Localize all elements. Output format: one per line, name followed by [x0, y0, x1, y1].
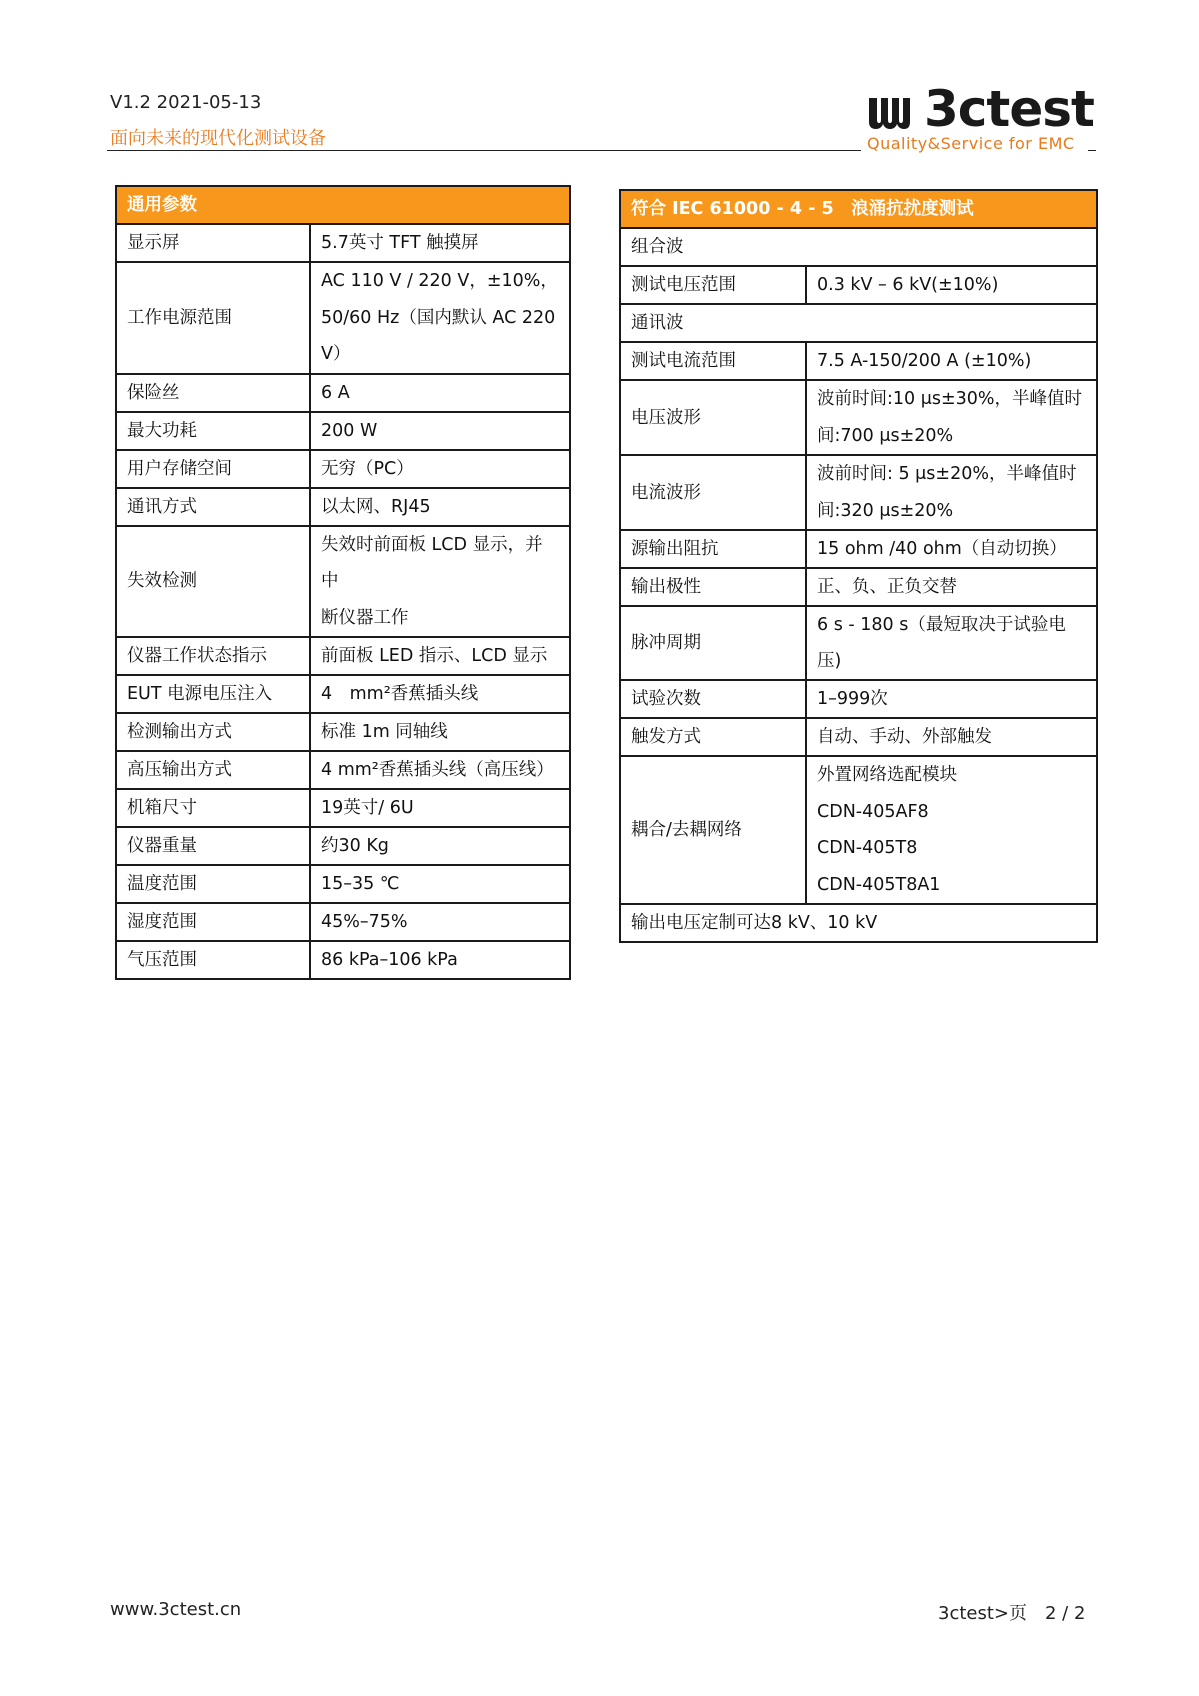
row-value-line: 无穷（PC）: [321, 458, 414, 479]
row-value-line: 6 s - 180 s（最短取决于试验电压): [817, 615, 1066, 671]
row-value: [310, 789, 570, 827]
row-value-line: CDN-405T8A1: [817, 874, 941, 895]
table-row: [116, 412, 570, 450]
table-row: [116, 488, 570, 526]
row-value: [806, 718, 1097, 756]
row-label: 湿度范围: [116, 903, 310, 941]
row-label: 测试电压范围: [620, 266, 806, 304]
row-label: 仪器工作状态指示: [116, 637, 310, 675]
row-value: [310, 224, 570, 262]
row-value-line: 约30 Kg: [321, 836, 389, 856]
row-value: [806, 380, 1097, 455]
row-label: 耦合/去耦网络: [620, 756, 806, 904]
row-value: [310, 374, 570, 412]
row-label: 保险丝: [116, 374, 310, 412]
row-value: [806, 568, 1097, 606]
row-value: 0.3 kV – 6 kV(±10%): [806, 266, 1097, 304]
general-table-title: 通用参数: [116, 186, 570, 224]
row-label: 电流波形: [620, 455, 806, 530]
row-label: 机箱尺寸: [116, 789, 310, 827]
row-value-line: 正、负、正负交替: [817, 577, 957, 597]
row-value: [310, 412, 570, 450]
table-row: [116, 713, 570, 751]
table-row: [620, 756, 1097, 904]
row-label: 通讯方式: [116, 488, 310, 526]
table-row: [116, 450, 570, 488]
row-value: [310, 827, 570, 865]
row-value-line: 自动、手动、外部触发: [817, 727, 992, 747]
row-value-line: 间:320 μs±20%: [817, 500, 954, 521]
row-label: EUT 电源电压注入: [116, 675, 310, 713]
table-row: [116, 637, 570, 675]
table-row: [116, 903, 570, 941]
row-label: 触发方式: [620, 718, 806, 756]
footer-website: www.3ctest.cn: [110, 1599, 242, 1620]
table-row: [116, 941, 570, 979]
row-value-line: 86 kPa–106 kPa: [321, 950, 458, 970]
section-row: [620, 228, 1097, 266]
row-value-line: 15 ohm /40 ohm（自动切换）: [817, 539, 1067, 559]
table-row: [116, 675, 570, 713]
row-label: 温度范围: [116, 865, 310, 903]
row-value: [806, 530, 1097, 568]
row-value: [310, 675, 570, 713]
row-label: 最大功耗: [116, 412, 310, 450]
row-label: 检测输出方式: [116, 713, 310, 751]
row-value-line: 断仪器工作: [321, 607, 409, 628]
footer-page-number: 3ctest>页 2 / 2: [938, 1603, 1086, 1624]
row-value: [310, 751, 570, 789]
row-value-line: 标准 1m 同轴线: [321, 722, 448, 742]
row-value-line: CDN-405T8: [817, 838, 918, 858]
row-label: 气压范围: [116, 941, 310, 979]
row-value-line: 波前时间: 5 μs±20%，半峰值时: [817, 464, 1077, 484]
row-label: 电压波形: [620, 380, 806, 455]
row-value-line: 6 A: [321, 382, 350, 403]
row-value-line: 5.7英寸 TFT 触摸屏: [321, 233, 479, 253]
table-row: [116, 374, 570, 412]
table-row: [620, 530, 1097, 568]
row-value-line: 以太网、RJ45: [321, 496, 431, 517]
row-value: [310, 526, 570, 638]
document-version: V1.2 2021-05-13: [110, 92, 262, 113]
table-row: [116, 224, 570, 262]
table-row: [620, 606, 1097, 680]
table-row: [620, 342, 1097, 380]
logo-tagline: Quality&Service for EMC: [867, 134, 1075, 153]
logo-mark-icon: [866, 92, 912, 132]
row-value: [806, 455, 1097, 530]
row-value-line: 前面板 LED 指示、LCD 显示: [321, 646, 548, 666]
row-label: 脉冲周期: [620, 606, 806, 680]
row-value-line: 4 mm²香蕉插头线（高压线）: [321, 760, 554, 780]
table-row: [116, 789, 570, 827]
row-value-line: 15–35 ℃: [321, 874, 400, 894]
row-value: [806, 756, 1097, 904]
row-value-line: 19英寸/ 6U: [321, 798, 414, 818]
company-slogan: 面向未来的现代化测试设备: [110, 128, 326, 149]
row-value-line: 波前时间:10 μs±30%，半峰值时: [817, 389, 1083, 409]
table-row: [620, 455, 1097, 530]
row-value-line: AC 110 V / 220 V，±10%，: [321, 271, 558, 291]
table-row: [620, 266, 1097, 304]
table-footer-row: [620, 904, 1097, 942]
row-label: 测试电流范围: [620, 342, 806, 380]
table-header-row: [620, 190, 1097, 228]
surge-table-title: 符合 IEC 61000 - 4 - 5 浪涌抗扰度测试: [620, 190, 1097, 228]
row-value: [310, 262, 570, 374]
row-value: [310, 488, 570, 526]
logo-wordmark: 3ctest: [924, 80, 1094, 138]
row-value: [310, 713, 570, 751]
row-label: 高压输出方式: [116, 751, 310, 789]
row-label: 输出极性: [620, 568, 806, 606]
section-communication-wave: 通讯波: [620, 304, 1097, 342]
table-row: [620, 568, 1097, 606]
row-value: [310, 637, 570, 675]
row-value-line: 间:700 μs±20%: [817, 425, 954, 446]
row-value-line: 1–999次: [817, 689, 888, 709]
row-label: 工作电源范围: [116, 262, 310, 374]
header-divider: [107, 150, 861, 151]
row-value: [310, 941, 570, 979]
surge-immunity-table: [619, 189, 1098, 943]
table-row: [116, 526, 570, 638]
output-voltage-note: 输出电压定制可达8 kV、10 kV: [620, 904, 1097, 942]
row-value: [310, 450, 570, 488]
row-label: 显示屏: [116, 224, 310, 262]
row-value: [806, 680, 1097, 718]
row-label: 仪器重量: [116, 827, 310, 865]
row-value-line: 50/60 Hz（国内默认 AC 220: [321, 307, 556, 328]
row-label: 失效检测: [116, 526, 310, 638]
row-label: 用户存储空间: [116, 450, 310, 488]
row-value-line: 4 mm²香蕉插头线: [321, 684, 479, 704]
row-value-line: 外置网络选配模块: [817, 765, 957, 785]
row-value-line: 45%–75%: [321, 912, 408, 932]
table-row: [116, 751, 570, 789]
row-value-line: 失效时前面板 LCD 显示，并中: [321, 534, 543, 591]
row-label: 试验次数: [620, 680, 806, 718]
general-parameters-table: [115, 185, 571, 980]
table-row: [116, 262, 570, 374]
table-row: [620, 380, 1097, 455]
table-row: [116, 865, 570, 903]
table-header-row: [116, 186, 570, 224]
company-logo: [862, 80, 1098, 158]
row-value-line: CDN-405AF8: [817, 801, 929, 822]
row-value: [806, 606, 1097, 680]
table-row: [116, 827, 570, 865]
row-value: [310, 903, 570, 941]
row-value: [310, 865, 570, 903]
row-label: 源输出阻抗: [620, 530, 806, 568]
table-row: [620, 680, 1097, 718]
row-value-line: 200 W: [321, 420, 378, 441]
section-combination-wave: 组合波: [620, 228, 1097, 266]
row-value-line: 7.5 A-150/200 A (±10%): [817, 351, 1032, 371]
table-row: [620, 718, 1097, 756]
row-value: [806, 342, 1097, 380]
row-value-line: V）: [321, 344, 351, 364]
section-row: [620, 304, 1097, 342]
